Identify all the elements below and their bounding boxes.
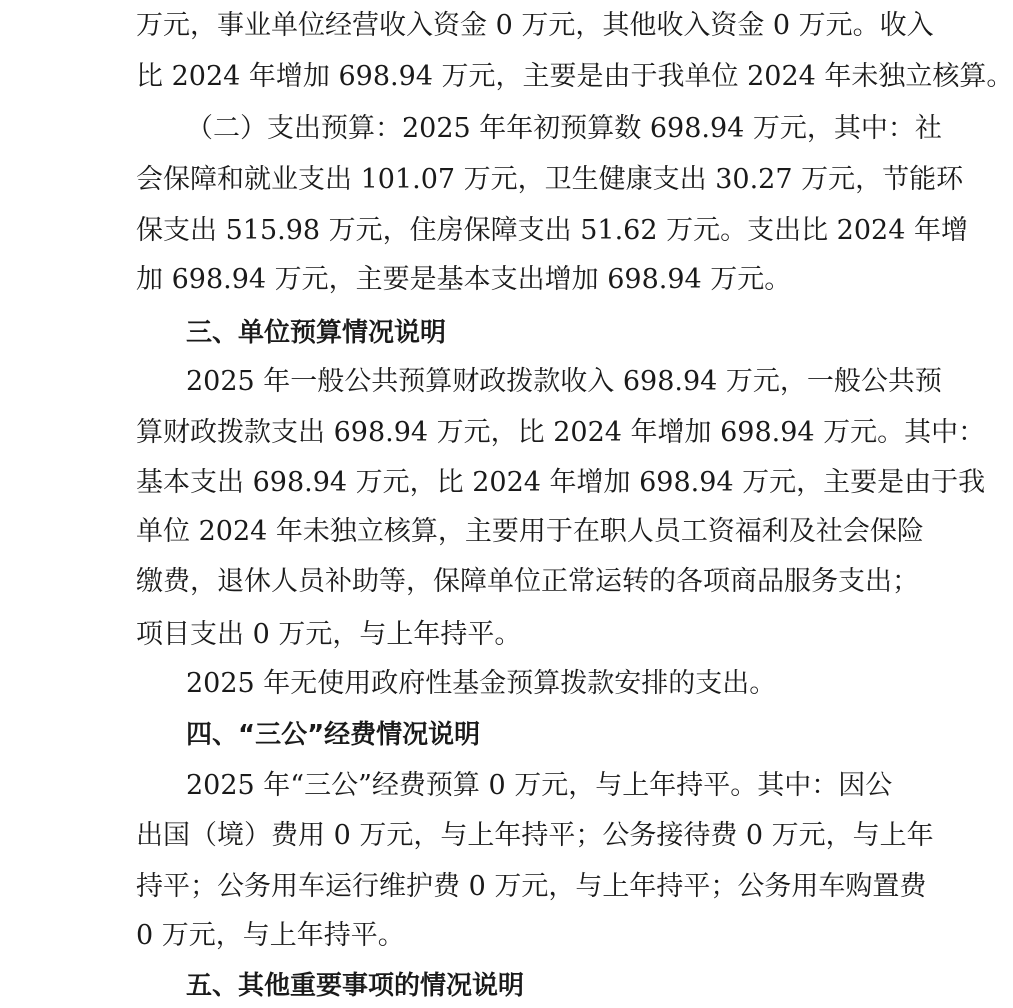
- body-line: 保支出 515.98 万元，住房保障支出 51.62 万元。支出比 2024 年增: [136, 215, 968, 246]
- body-line: 出国（境）费用 0 万元，与上年持平；公务接待费 0 万元，与上年: [136, 820, 934, 851]
- paragraph-first-line: （二）支出预算：2025 年年初预算数 698.94 万元，其中：社: [186, 113, 942, 144]
- section-heading: 四、“三公”经费情况说明: [186, 720, 481, 750]
- section-heading: 三、单位预算情况说明: [186, 318, 447, 348]
- paragraph-first-line: 2025 年“三公”经费预算 0 万元，与上年持平。其中：因公: [186, 770, 893, 801]
- body-line: 算财政拨款支出 698.94 万元，比 2024 年增加 698.94 万元。其中：: [136, 417, 986, 448]
- body-line: 比 2024 年增加 698.94 万元，主要是由于我单位 2024 年未独立核算。: [136, 61, 1013, 92]
- body-line: 持平；公务用车运行维护费 0 万元，与上年持平；公务用车购置费: [136, 871, 927, 902]
- body-line: 会保障和就业支出 101.07 万元，卫生健康支出 30.27 万元，节能环: [136, 164, 964, 195]
- paragraph-first-line: 2025 年无使用政府性基金预算拨款安排的支出。: [186, 668, 777, 699]
- body-line: 0 万元，与上年持平。: [136, 920, 405, 951]
- body-line: 缴费，退休人员补助等，保障单位正常运转的各项商品服务支出；: [136, 566, 919, 597]
- body-line: 单位 2024 年未独立核算，主要用于在职人员工资福利及社会保险: [136, 516, 924, 547]
- body-line: 万元，事业单位经营收入资金 0 万元，其他收入资金 0 万元。收入: [136, 10, 934, 41]
- section-heading: 五、其他重要事项的情况说明: [186, 971, 525, 1001]
- body-line: 项目支出 0 万元，与上年持平。: [136, 619, 522, 650]
- body-line: 加 698.94 万元，主要是基本支出增加 698.94 万元。: [136, 264, 792, 295]
- paragraph-first-line: 2025 年一般公共预算财政拨款收入 698.94 万元，一般公共预: [186, 366, 942, 397]
- body-line: 基本支出 698.94 万元，比 2024 年增加 698.94 万元，主要是由于我: [136, 467, 986, 498]
